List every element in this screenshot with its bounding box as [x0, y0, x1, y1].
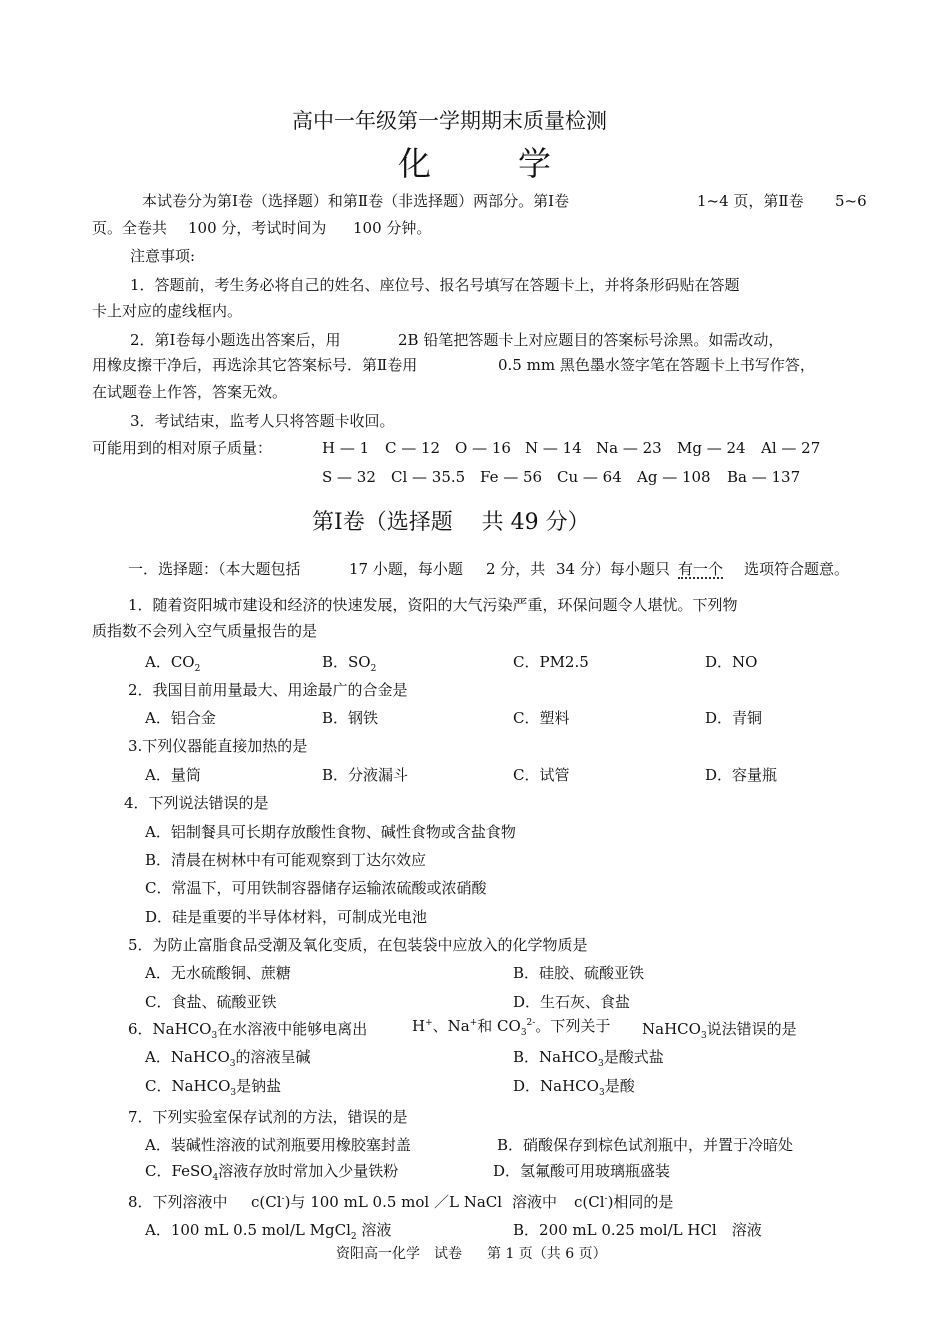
- q2-option-a: A．铝合金: [145, 709, 216, 727]
- q3-option-d: D．容量瓶: [705, 766, 778, 784]
- q6-option-a: A．NaHCO$_3$的溶液呈碱: [145, 1048, 311, 1069]
- q2-option-d: D．青铜: [705, 709, 763, 727]
- atomic-mass-s: S — 32: [322, 468, 376, 486]
- footer-page-number: 第 1 页（共 6 页）: [487, 1246, 607, 1262]
- q1-option-c: C．PM2.5: [513, 653, 589, 671]
- q1-option-b: B．$SO_2$: [322, 653, 377, 674]
- q8-stem-e: c(Cl-)相同的是: [574, 1193, 674, 1211]
- note-2-line2-b: 0.5 mm 黑色墨水签字笔在答题卡上书写作答，: [498, 356, 815, 374]
- q6-option-d: D．NaHCO$_3$是酸: [513, 1077, 635, 1098]
- intro-line1-b: 1~4 页，第Ⅱ卷: [697, 192, 804, 210]
- atomic-mass-al: Al — 27: [761, 439, 821, 457]
- q4-option-a: A．铝制餐具可长期存放酸性食物、碱性食物或含盐食物: [145, 823, 516, 841]
- q7-option-b: B．硝酸保存到棕色试剂瓶中，并置于冷暗处: [497, 1136, 794, 1154]
- atomic-mass-cl: Cl — 35.5: [391, 468, 466, 486]
- note-1-line2: 卡上对应的虚线框内。: [92, 302, 243, 320]
- intro-line2-b: 100 分，考试时间为: [188, 219, 327, 237]
- q5-stem: 5．为防止富脂食品受潮及氧化变质，在包装袋中应放入的化学物质是: [128, 936, 588, 954]
- atomic-mass-c: C — 12: [385, 439, 441, 457]
- footer-exam-name: 资阳高一化学 试卷: [336, 1246, 462, 1262]
- q7-option-a: A．装碱性溶液的试剂瓶要用橡胶塞封盖: [145, 1136, 411, 1154]
- subject-char-1: 化: [398, 144, 431, 183]
- atomic-mass-na: Na — 23: [596, 439, 662, 457]
- section-1-title: 第Ⅰ卷（选择题 共 49 分）: [312, 510, 590, 535]
- q8-option-a: A．100 mL 0.5 mol/L MgCl$_2$ 溶液: [145, 1221, 392, 1242]
- q7-option-d: D．氢氟酸可用玻璃瓶盛装: [493, 1162, 671, 1180]
- atomic-mass-mg: Mg — 24: [677, 439, 746, 457]
- atomic-mass-fe: Fe — 56: [480, 468, 543, 486]
- note-3: 3．考试结束，监考人只将答题卡收回。: [130, 412, 395, 430]
- q1-option-d: D．NO: [705, 653, 758, 671]
- q4-option-d: D．硅是重要的半导体材料，可制成光电池: [145, 908, 428, 926]
- note-2-line1-b: 2B 铅笔把答题卡上对应题目的答案标号涂黑。如需改动，: [398, 331, 784, 349]
- q2-option-c: C．塑料: [513, 709, 570, 727]
- q2-option-b: B．钢铁: [322, 709, 379, 727]
- note-2-line2-a: 用橡皮擦干净后，再选涂其它答案标号．第Ⅱ卷用: [92, 356, 418, 374]
- section-1-instr-e: 选项符合题意。: [744, 560, 850, 578]
- q8-option-b: B．200 mL 0.25 mol/L HCl 溶液: [513, 1221, 762, 1239]
- section-1-instr-d: 34 分）每小题只: [556, 560, 670, 578]
- atomic-mass-n: N — 14: [525, 439, 582, 457]
- q8-stem-d: 溶液中: [512, 1193, 558, 1211]
- q4-option-b: B．清晨在树林中有可能观察到丁达尔效应: [145, 851, 427, 869]
- q5-option-d: D．生石灰、食盐: [513, 993, 631, 1011]
- atomic-mass-ag: Ag — 108: [637, 468, 711, 486]
- q6-stem-a: 6．NaHCO$_3$在水溶液中能够电离出: [128, 1020, 368, 1041]
- section-1-instr-c: 2 分，共: [486, 560, 546, 578]
- intro-line1-c: 5~6: [835, 192, 867, 210]
- q6-option-c: C．NaHCO$_3$是钠盐: [145, 1077, 282, 1098]
- q5-option-a: A．无水硫酸铜、蔗糖: [145, 964, 291, 982]
- note-2-line1-a: 2．第Ⅰ卷每小题选出答案后，用: [130, 331, 341, 349]
- atomic-mass-ba: Ba — 137: [727, 468, 801, 486]
- q4-stem: 4．下列说法错误的是: [124, 794, 269, 812]
- q6-option-b: B．NaHCO$_3$是酸式盐: [513, 1048, 664, 1069]
- note-2-line3: 在试题卷上作答，答案无效。: [92, 383, 288, 401]
- intro-line2-a: 页。全卷共: [92, 219, 168, 237]
- intro-line2-c: 100 分钟。: [353, 219, 432, 237]
- q3-option-c: C．试管: [513, 766, 570, 784]
- q6-stem-d: NaHCO$_3$说法错误的是: [642, 1020, 797, 1041]
- q1-stem-line1: 1．随着资阳城市建设和经济的快速发展，资阳的大气污染严重，环保问题令人堪忧。下列物: [128, 596, 738, 614]
- q7-option-c: C．FeSO$_4$溶液存放时常加入少量铁粉: [145, 1162, 399, 1183]
- q1-stem-line2: 质指数不会列入空气质量报告的是: [92, 622, 318, 640]
- q3-option-b: B．分液漏斗: [322, 766, 409, 784]
- q7-stem: 7．下列实验室保存试剂的方法，错误的是: [128, 1108, 408, 1126]
- atomic-mass-cu: Cu — 64: [557, 468, 622, 486]
- q3-option-a: A．量筒: [145, 766, 201, 784]
- notes-heading: 注意事项:: [130, 247, 196, 265]
- q5-option-c: C．食盐、硫酸亚铁: [145, 993, 277, 1011]
- note-1-line1: 1．答题前，考生务必将自己的姓名、座位号、报名号填写在答题卡上，并将条形码贴在答题: [130, 276, 740, 294]
- atomic-mass-label: 可能用到的相对原子质量：: [92, 439, 273, 457]
- q2-stem: 2．我国目前用量最大、用途最广的合金是: [128, 681, 408, 699]
- q3-stem: 3.下列仪器能直接加热的是: [128, 737, 308, 755]
- subject-char-2: 学: [518, 144, 551, 183]
- atomic-mass-h: H — 1: [322, 439, 370, 457]
- q6-ions: H+、Na+和 $CO_3^{2-}$。下列关于: [412, 1017, 611, 1038]
- atomic-mass-o: O — 16: [455, 439, 511, 457]
- q4-option-c: C．常温下，可用铁制容器储存运输浓硫酸或浓硝酸: [145, 879, 487, 897]
- section-1-instr-b: 17 小题，每小题: [349, 560, 463, 578]
- q8-stem-b: c(Cl-)与 100 mL 0.5 mol ／L NaCl: [251, 1193, 503, 1211]
- q1-option-a: A．$CO_2$: [145, 653, 201, 674]
- intro-line1-a: 本试卷分为第Ⅰ卷（选择题）和第Ⅱ卷（非选择题）两部分。第Ⅰ卷: [142, 192, 570, 210]
- exam-title: 高中一年级第一学期期末质量检测: [292, 109, 607, 133]
- section-1-instr-a: 一．选择题：（本大题包括: [128, 560, 301, 578]
- q5-option-b: B．硅胶、硫酸亚铁: [513, 964, 645, 982]
- q8-stem-a: 8．下列溶液中: [128, 1193, 228, 1211]
- section-1-instr-emphasis: 有一个: [678, 560, 724, 578]
